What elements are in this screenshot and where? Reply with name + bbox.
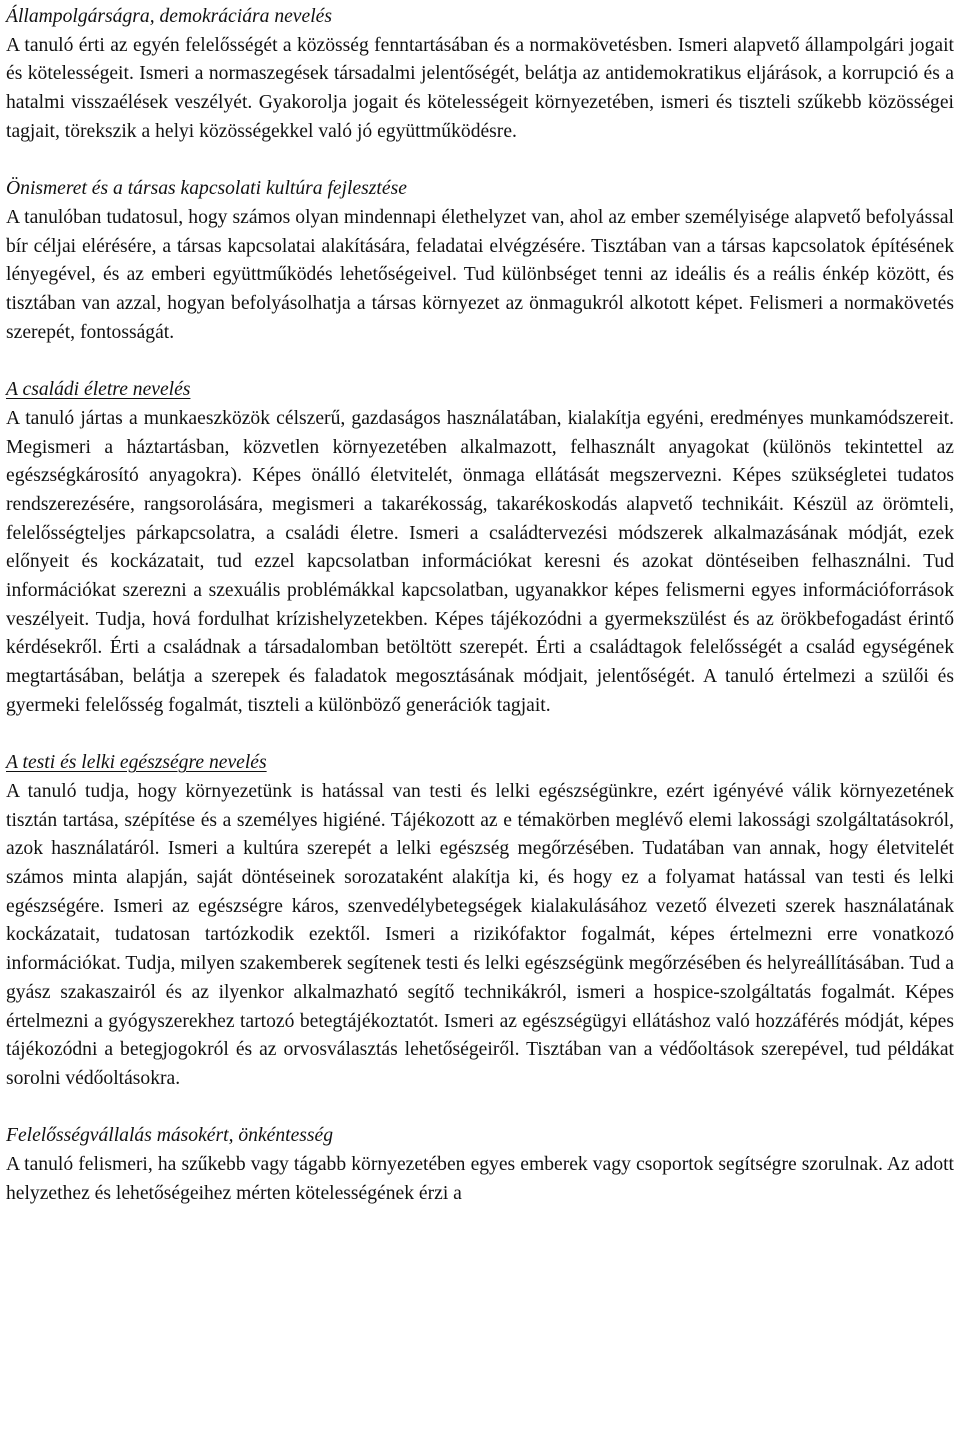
section-body: A tanulóban tudatosul, hogy számos olyan mindennapi élethelyzet van, ahol az ember személyisége alapvető befolyással bír céljai elérésére, a társas kapcsolatai alakítására, feladatai elvégzésére. Tisztában van a társas kapcsolatok építésének lényegével, és az emberi együttműködés lehetőségeivel. Tud különbséget tenni az ideális és a reális énkép között, és tisztában van azzal, hogyan befolyásolhatja a társas környezet az önmagukról alkotott képet. Felismeri a normakövetés szerepét, fontosságát.	[6, 206, 954, 343]
section-body: A tanuló tudja, hogy környezetünk is hatással van testi és lelki egészségünkre, ezért igényévé válik környezetének tisztán tartása, szépítése és a személyes higiéné. Tájékozott az e témakörben meglévő elemi lakossági szolgáltatásokról, azok használatáról. Ismeri a kultúra szerepét a lelki egészség megőrzésében. Tudatában van annak, hogy életvitelét számos minta alapján, saját döntéseinek sorozataként alakítja ki, és hogy ez a folyamat hatással van testi és lelki egészségére. Ismeri az egészségre káros, szenvedélybetegségek kialakulásához vezető élvezeti szerek használatának kockázatait, tudatosan tartózkodik ezektől. Ismeri a rizikófaktor fogalmát, képes értelmezni erre vonatkozó információkat. Tudja, milyen szakemberek segítenek testi és lelki egészségünk megőrzésében és helyreállításában. Tud a gyász szakaszairól és az ilyenkor alkalmazható segítő technikákról, ismeri a hospice-szolgáltatás fogalmát. Képes értelmezni a gyógyszerekhez tartozó betegtájékoztatót. Ismeri az egészségügyi ellátáshoz való hozzáférés módját, képes tájékozódni a betegjogokról és az orvosválasztás lehetőségeiről. Tisztában van a védőoltások szerepével, tud példákat sorolni védőoltásokra.	[6, 780, 954, 1089]
section-health	[6, 749, 954, 1093]
section-heading: Állampolgárságra, demokráciára nevelés	[6, 6, 332, 27]
section-heading: A családi életre nevelés	[6, 379, 191, 401]
section-body: A tanuló jártas a munkaeszközök célszerű, gazdaságos használatában, kialakítja egyéni, eredményes munkamódszereit. Megismeri a háztartásban, közvetlen környezetében alkalmazott, felhasznált anyagokat (különös tekintettel az egészségkárosító anyagokra). Képes önálló életvitelét, önmaga ellátását megszervezni. Képes szükségletei tudatos rendszerezésére, rangsorolására, megismeri a takarékosság, takarékoskodás alapvető technikáit. Készül az örömteli, felelősségteljes párkapcsolatra, a családi életre. Ismeri a családtervezési módszerek alkalmazásának módját, ezek előnyeit és kockázatait, tud ezzel kapcsolatban információkat keresni és azokat döntéseiben felhasználni. Tud információkat szerezni a szexuális problémákkal kapcsolatban, ugyanakkor képes felismerni egyes információforrások veszélyeit. Tudja, hová fordulhat krízishelyzetekben. Képes tájékozódni a gyermekszülést és az örökbefogadást érintő kérdésekről. Érti a családnak a társadalomban betöltött szerepét. Érti a családtagok felelősségét a család egységének megtartásában, belátja a szerepek és faladatok megosztásának módjait, jelentőségét. A tanuló értelmezi a szülői és gyermeki felelősség fogalmát, tiszteli a különböző generációk tagjait.	[6, 407, 954, 716]
section-volunteering	[6, 1122, 954, 1208]
section-heading: Önismeret és a társas kapcsolati kultúra fejlesztése	[6, 178, 407, 200]
section-heading: Felelősségvállalás másokért, önkéntesség	[6, 1125, 334, 1147]
section-heading: A testi és lelki egészségre nevelés	[6, 752, 267, 774]
document-page	[6, 3, 954, 1237]
section-body: A tanuló felismeri, ha szűkebb vagy tágabb környezetében egyes emberek vagy csoportok segítségre szorulnak. Az adott helyzethez és lehetőségeihez mérten kötelességének érzi a	[6, 1154, 954, 1204]
section-body: A tanuló érti az egyén felelősségét a közösség fenntartásában és a normakövetésben. Ismeri alapvető állampolgári jogait és kötelességeit. Ismeri a normaszegések társadalmi jelentőségét, belátja az antidemokratikus eljárások, a korrupció és a hatalmi visszaélések veszélyét. Gyakorolja jogait és kötelességeit környezetében, ismeri és tiszteli szűkebb közösségei tagjait, törekszik a helyi közösségekkel való jó együttműködésre.	[6, 34, 954, 142]
section-family-life	[6, 376, 954, 720]
section-self-knowledge	[6, 175, 954, 347]
section-civic-education	[6, 3, 954, 147]
